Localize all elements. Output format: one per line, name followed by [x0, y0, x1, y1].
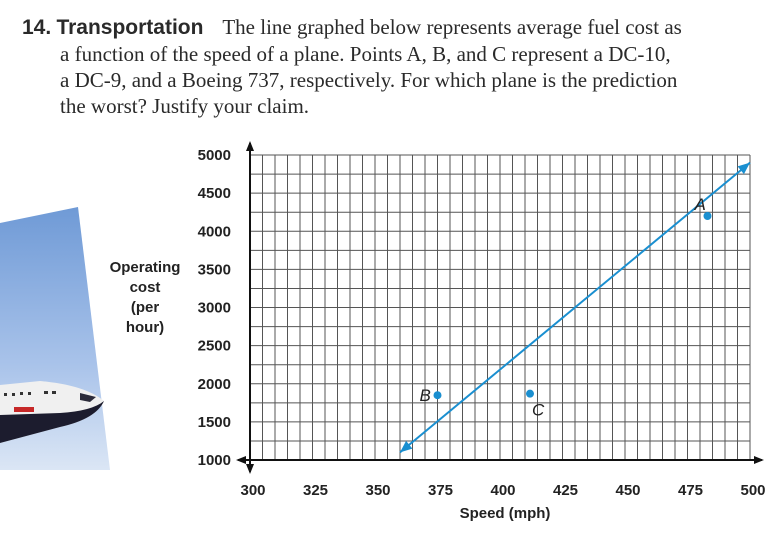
x-tick-label: 400 [490, 482, 516, 499]
y-tick-label: 3000 [197, 299, 231, 317]
y-axis-arrow-down [246, 464, 254, 474]
x-tick-label: 375 [427, 482, 454, 499]
x-axis-label: Speed (mph) [459, 505, 551, 522]
problem-title: Transportation [56, 16, 204, 39]
y-axis-label-line-3: (per [130, 299, 160, 316]
x-tick-label: 450 [615, 482, 641, 499]
x-axis-arrow-right [754, 456, 764, 464]
data-point-b [434, 391, 442, 399]
x-tick-label: 350 [365, 482, 391, 499]
y-axis-label-line-2: cost [129, 279, 161, 296]
problem-text-line-3: a DC-9, and a Boeing 737, respectively. For which plane is the prediction [60, 68, 678, 92]
y-axis-label-line-1: Operating [109, 259, 181, 276]
y-tick-label: 3500 [197, 261, 231, 279]
x-tick-label: 325 [302, 482, 329, 499]
x-tick-label: 475 [677, 482, 704, 499]
data-point-label-b: B [419, 386, 431, 406]
problem-number: 14. [22, 16, 52, 39]
problem-text-line-2: a function of the speed of a plane. Points A, B, and C represent a DC-10, [60, 42, 671, 66]
grid [250, 155, 750, 460]
problem-text-line-1: The line graphed below represents average fuel cost as [222, 15, 682, 39]
x-tick-label: 425 [552, 482, 579, 499]
data-point-label-c: C [532, 400, 545, 420]
y-tick-label: 1000 [197, 452, 231, 469]
problem-text-line-4: the worst? Justify your claim. [60, 94, 310, 118]
y-tick-label: 1500 [197, 413, 231, 431]
y-tick-labels [198, 147, 231, 469]
x-tick-labels [240, 482, 765, 499]
y-axis-label-line-4: hour) [125, 319, 165, 336]
data-point-label-a: A [694, 195, 706, 214]
x-axis-arrow-left [236, 456, 246, 464]
y-tick-label: 4000 [197, 223, 231, 241]
data-point-c [526, 390, 534, 398]
y-axis-label [104, 258, 186, 338]
y-tick-label: 4500 [197, 185, 231, 203]
x-tick-label: 500 [740, 482, 766, 499]
y-axis-arrow-up [246, 141, 254, 151]
y-tick-label: 2000 [197, 375, 231, 393]
y-tick-label: 2500 [197, 337, 231, 355]
y-tick-label: 5000 [197, 147, 231, 164]
x-tick-label: 300 [240, 482, 266, 499]
